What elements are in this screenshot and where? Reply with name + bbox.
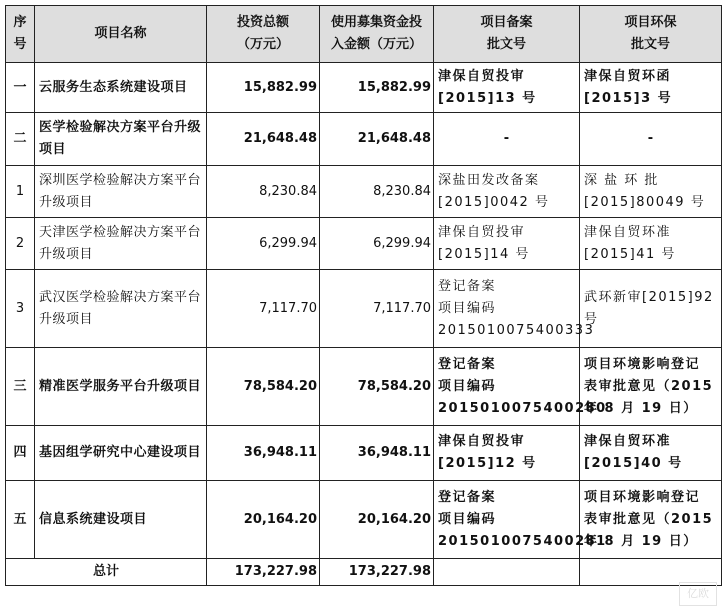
env-line: 表审批意见（2015 [584, 511, 714, 527]
row-raised: 15,882.99 [320, 63, 434, 113]
table-row [6, 63, 722, 113]
row-record [434, 166, 580, 218]
row-project-name: 武汉医学检验解决方案平台升级项目 [35, 270, 207, 348]
row-record [434, 218, 580, 270]
env-line: 津保自贸环准 [584, 434, 672, 449]
row-env [580, 166, 722, 218]
row-invest: 20,164.20 [207, 481, 320, 559]
row-raised: 6,299.94 [320, 218, 434, 270]
row-invest: 21,648.48 [207, 113, 320, 166]
record-line: 登记备案 [438, 356, 497, 372]
record-line: [2015]13 号 [438, 90, 537, 106]
row-project-name: 精准医学服务平台升级项目 [35, 348, 207, 426]
row-seq: 2 [6, 218, 35, 270]
env-line: 表审批意见（2015 [584, 378, 714, 394]
row-raised: 7,117.70 [320, 270, 434, 348]
row-seq: 1 [6, 166, 35, 218]
env-line: 项目环境影响登记 [584, 489, 701, 505]
record-line: 项目编码 [438, 511, 497, 527]
row-env [580, 426, 722, 481]
record-line: 津保自贸投审 [438, 224, 526, 240]
row-invest: 8,230.84 [207, 166, 320, 218]
row-record [434, 270, 595, 348]
row-env [580, 63, 722, 113]
row-raised: 8,230.84 [320, 166, 434, 218]
header-name: 项目名称 [35, 6, 207, 63]
row-record [434, 113, 580, 166]
record-line: [2015]0042 号 [438, 194, 550, 210]
table-row [6, 481, 722, 559]
total-record-empty [434, 559, 580, 586]
record-line: 津保自贸投审 [438, 434, 526, 449]
row-project-name: 基因组学研究中心建设项目 [35, 426, 207, 481]
table-row [6, 270, 722, 348]
record-line: [2015]12 号 [438, 456, 537, 471]
row-seq: 五 [6, 481, 35, 559]
record-line: 2015010075400333 [438, 322, 595, 338]
header-row [6, 6, 722, 63]
header-invest: 投资总额 （万元） [207, 6, 320, 63]
row-invest: 36,948.11 [207, 426, 320, 481]
table-body [6, 63, 722, 559]
record-line: 登记备案 [438, 489, 497, 505]
row-env [580, 218, 722, 270]
table-row [6, 166, 722, 218]
investment-projects-table [5, 5, 722, 586]
row-invest: 15,882.99 [207, 63, 320, 113]
row-project-name: 深圳医学检验解决方案平台升级项目 [35, 166, 207, 218]
env-line: [2015]80049 号 [584, 194, 706, 210]
env-line: - [647, 131, 654, 146]
record-line: 津保自贸投审 [438, 68, 526, 84]
row-env [580, 481, 722, 559]
row-seq: 三 [6, 348, 35, 426]
row-seq: 二 [6, 113, 35, 166]
record-line: 2015010075400280 [438, 400, 607, 416]
row-env [580, 270, 722, 348]
env-line: 武环新审[2015]92 [584, 289, 714, 305]
header-env: 项目环保 批文号 [580, 6, 722, 63]
row-env [580, 113, 722, 166]
row-seq: 四 [6, 426, 35, 481]
row-invest: 7,117.70 [207, 270, 320, 348]
table-row [6, 426, 722, 481]
record-line: 项目编码 [438, 300, 497, 316]
row-project-name: 信息系统建设项目 [35, 481, 207, 559]
env-line: 年 8 月 19 日） [584, 400, 698, 416]
header-seq: 序 号 [6, 6, 35, 63]
row-project-name: 天津医学检验解决方案平台升级项目 [35, 218, 207, 270]
env-line: 年 8 月 19 日） [584, 533, 698, 549]
table-row [6, 348, 722, 426]
watermark-logo: 亿欧 [679, 582, 717, 606]
table-row [6, 218, 722, 270]
record-line: - [503, 131, 510, 146]
env-line: [2015]41 号 [584, 246, 676, 262]
row-raised: 36,948.11 [320, 426, 434, 481]
total-raised: 173,227.98 [320, 559, 434, 586]
total-label: 总计 [6, 559, 207, 586]
row-seq: 3 [6, 270, 35, 348]
row-raised: 20,164.20 [320, 481, 434, 559]
row-raised: 78,584.20 [320, 348, 434, 426]
row-project-name: 医学检验解决方案平台升级项目 [35, 113, 207, 166]
total-row [6, 559, 722, 586]
env-line: [2015]3 号 [584, 90, 673, 106]
record-line: 登记备案 [438, 278, 497, 294]
env-line: 深 盐 环 批 [584, 172, 659, 188]
row-record [434, 348, 607, 426]
record-line: 深盐田发改备案 [438, 172, 540, 188]
row-invest: 6,299.94 [207, 218, 320, 270]
row-env [580, 348, 722, 426]
record-line: 2015010075400281 [438, 533, 607, 549]
table-row [6, 113, 722, 166]
record-line: 项目编码 [438, 378, 497, 394]
row-invest: 78,584.20 [207, 348, 320, 426]
row-raised: 21,648.48 [320, 113, 434, 166]
env-line: [2015]40 号 [584, 456, 683, 471]
record-line: [2015]14 号 [438, 246, 530, 262]
row-record [434, 426, 580, 481]
row-seq: 一 [6, 63, 35, 113]
env-line: 号 [584, 311, 599, 327]
total-invest: 173,227.98 [207, 559, 320, 586]
env-line: 项目环境影响登记 [584, 356, 701, 372]
row-record [434, 63, 580, 113]
header-record: 项目备案 批文号 [434, 6, 580, 63]
row-record [434, 481, 607, 559]
env-line: 津保自贸环准 [584, 224, 672, 240]
header-raised: 使用募集资金投 入金额（万元） [320, 6, 434, 63]
row-project-name: 云服务生态系统建设项目 [35, 63, 207, 113]
env-line: 津保自贸环函 [584, 68, 672, 84]
